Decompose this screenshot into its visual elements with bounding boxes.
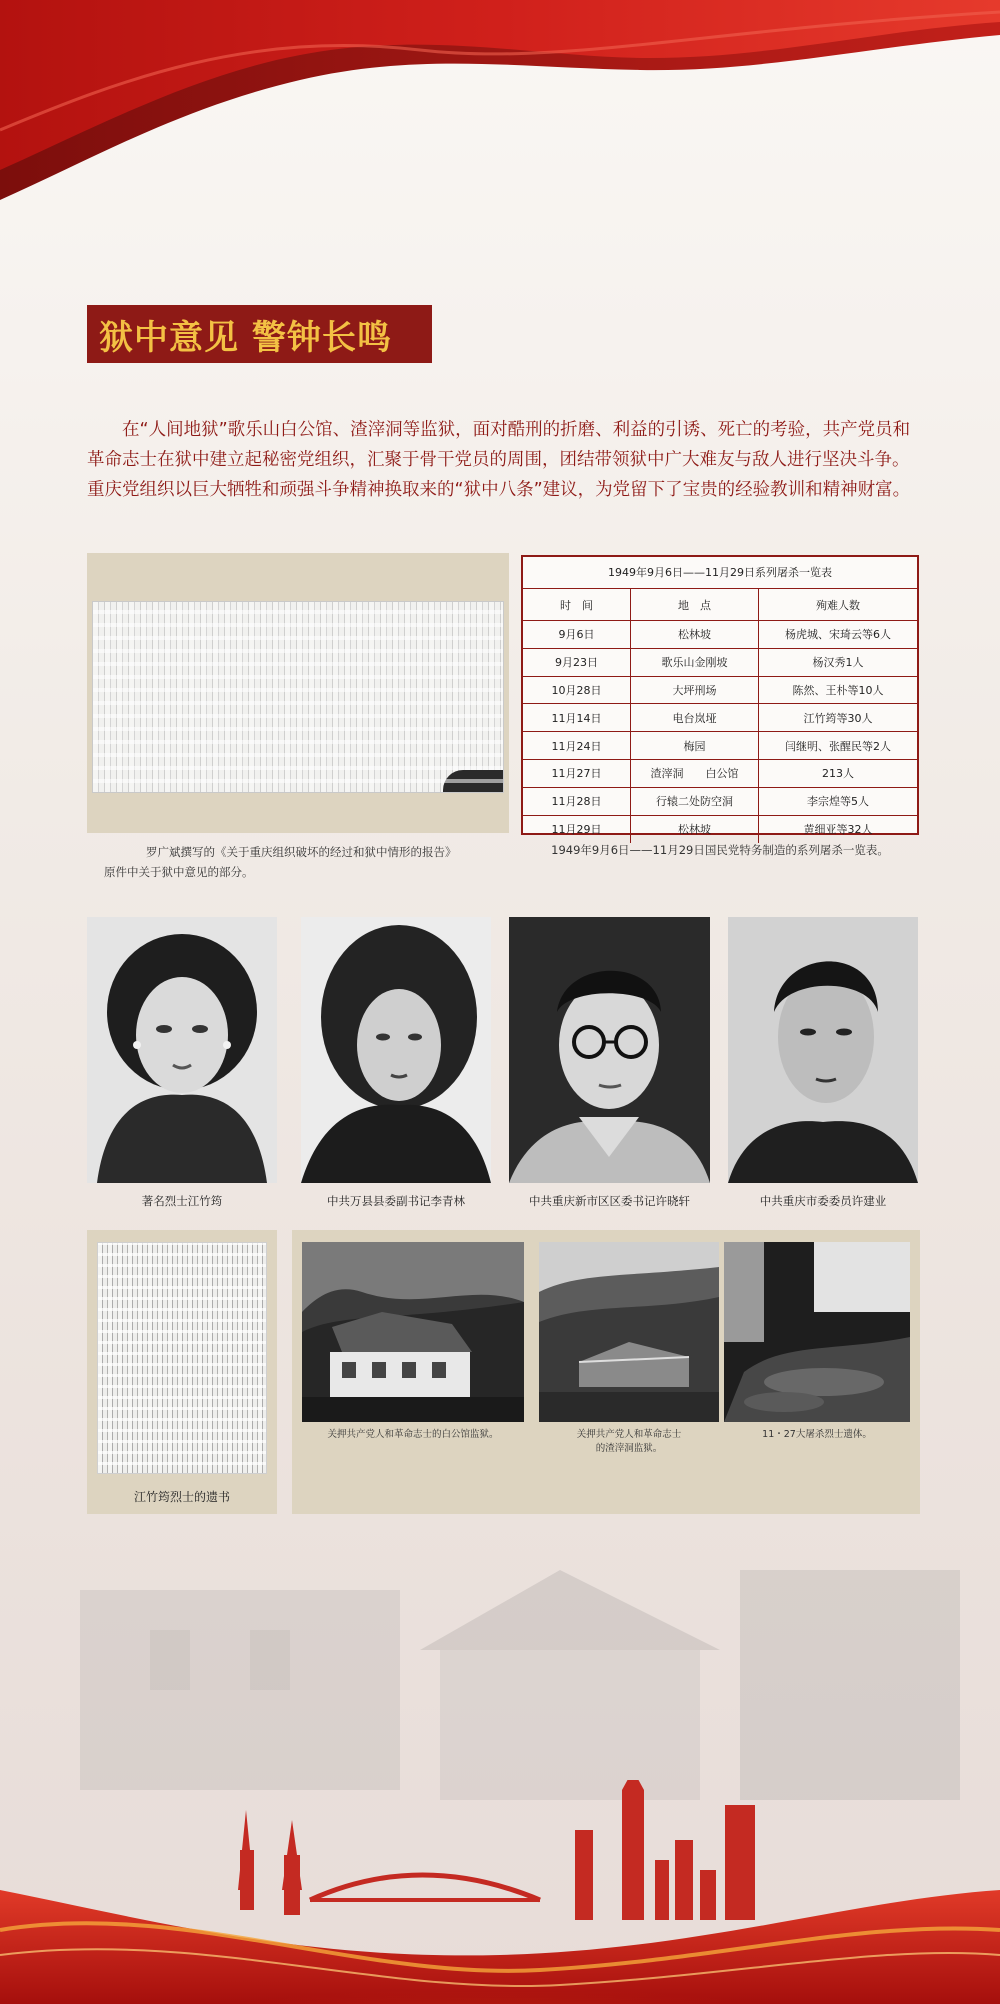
table-cell-date: 10月28日	[523, 677, 631, 704]
table-header-row	[523, 589, 917, 621]
photo-caption	[302, 1428, 524, 1442]
table-header-cell: 时 间	[523, 589, 631, 620]
handwritten-report-photo	[92, 601, 504, 793]
portrait-jiang-zhujun	[87, 917, 277, 1183]
photo-caption-line: 关押共产党人和革命志士	[576, 1429, 682, 1440]
document-caption	[104, 842, 494, 882]
portrait-li-qinglin	[301, 917, 491, 1183]
table-row	[523, 677, 917, 705]
table-cell-victims: 213人	[822, 767, 854, 781]
table-row	[523, 649, 917, 677]
table-row	[523, 732, 917, 760]
last-letter-panel	[87, 1230, 277, 1514]
massacre-table	[521, 555, 919, 835]
table-cell-victims: 杨汉秀1人	[812, 656, 864, 670]
portrait-image	[301, 917, 491, 1183]
table-cell-victims: 陈然、王朴等10人	[792, 683, 884, 697]
table-cell-date: 11月24日	[523, 732, 631, 759]
table-cell-place: 渣滓洞 白公馆	[631, 760, 759, 787]
portrait-caption: 中共重庆市委委员许建业	[759, 1194, 887, 1208]
portrait-image	[728, 917, 918, 1183]
table-row	[523, 760, 917, 788]
document-caption-line1: 罗广斌撰写的《关于重庆组织破坏的经过和狱中情形的报告》	[146, 845, 457, 859]
table-cell-place: 电台岚垭	[631, 704, 759, 731]
table-cell-place: 松林坡	[631, 621, 759, 648]
table-row	[523, 704, 917, 732]
page-title: 狱中意见 警钟长鸣	[99, 317, 392, 358]
table-cell-date: 11月29日	[523, 816, 631, 844]
document-torn-corner	[443, 770, 503, 792]
portrait-image	[509, 917, 710, 1183]
document-caption-line2: 原件中关于狱中意见的部分。	[104, 865, 254, 879]
document-photo-panel	[87, 553, 509, 833]
table-row	[523, 816, 917, 844]
table-cell-date: 11月27日	[523, 760, 631, 787]
photo-caption	[724, 1428, 910, 1442]
photo-image	[724, 1242, 910, 1422]
table-cell-victims: 李宗煌等5人	[807, 795, 869, 809]
table-cell-date: 9月23日	[523, 649, 631, 676]
table-cell-date: 11月14日	[523, 704, 631, 731]
prison-photos-panel	[292, 1230, 920, 1514]
massacre-victims-photo	[724, 1242, 910, 1422]
table-cell-victims: 闫继明、张醒民等2人	[785, 739, 891, 753]
photo-caption-line: 关押共产党人和革命志士的白公馆监狱。	[327, 1429, 499, 1440]
photo-caption-line: 的渣滓洞监狱。	[595, 1443, 663, 1454]
table-cell-date: 9月6日	[523, 621, 631, 648]
table-cell-date: 11月28日	[523, 788, 631, 815]
letter-caption: 江竹筠烈士的遗书	[133, 1490, 230, 1504]
bottom-skyline-red-waves	[0, 1780, 1000, 2004]
table-cell-victims: 杨虎城、宋琦云等6人	[785, 628, 891, 642]
portrait-caption: 中共万县县委副书记李青林	[327, 1194, 465, 1208]
table-header-cell: 殉难人数	[816, 598, 860, 612]
photo-caption-line: 11・27大屠杀烈士遗体。	[762, 1429, 872, 1440]
table-cell-place: 梅园	[631, 732, 759, 759]
table-cell-victims: 黄细亚等32人	[803, 823, 873, 837]
photo-image	[302, 1242, 524, 1422]
table-cell-place: 松林坡	[631, 816, 759, 844]
top-red-ribbon-banner	[0, 0, 1000, 220]
table-cell-victims: 江竹筠等30人	[803, 711, 873, 725]
table-cell-place: 歌乐山金刚坡	[631, 649, 759, 676]
portrait-xu-xiaoxuan	[509, 917, 710, 1183]
portrait-caption: 中共重庆新市区区委书记许晓轩	[529, 1194, 690, 1208]
handwritten-letter-photo	[97, 1242, 267, 1474]
zhazidong-prison-photo	[539, 1242, 719, 1422]
table-header-cell: 地 点	[631, 589, 759, 620]
intro-paragraph: 在“人间地狱”歌乐山白公馆、渣滓洞等监狱，面对酷刑的折磨、利益的引诱、死亡的考验，共产党员和革命志士在狱中建立起秘密党组织，汇聚于骨干党员的周围，团结带领狱中广大难友与敌人进行坚决斗争。重庆党组织以巨大牺牲和顽强斗争精神换取来的“狱中八条”建议，为党留下了宝贵的经验教训和精神财富。	[87, 420, 911, 500]
photo-caption	[539, 1428, 719, 1456]
table-row	[523, 621, 917, 649]
section-title-block	[87, 305, 432, 363]
table-cell-place: 大坪刑场	[631, 677, 759, 704]
table-row	[523, 788, 917, 816]
table-caption: 1949年9月6日——11月29日国民党特务制造的系列屠杀一览表。	[551, 843, 889, 857]
portrait-xu-jianye	[728, 917, 918, 1183]
portrait-caption: 著名烈士江竹筠	[141, 1194, 223, 1208]
table-cell-place: 行辕二处防空洞	[631, 788, 759, 815]
table-title: 1949年9月6日——11月29日系列屠杀一览表	[523, 557, 917, 589]
photo-image	[539, 1242, 719, 1422]
portrait-image	[87, 917, 277, 1183]
baigongguan-prison-photo	[302, 1242, 524, 1422]
